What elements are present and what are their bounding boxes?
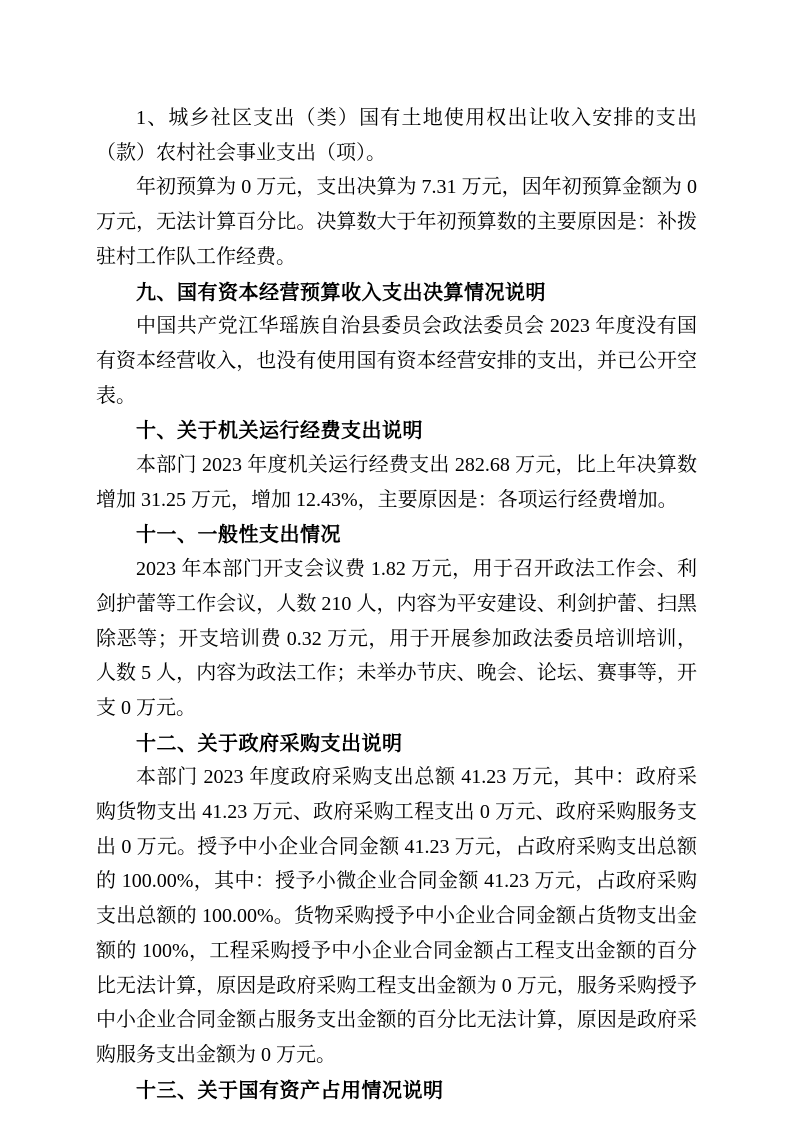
- document-body: [96, 101, 697, 1107]
- body-paragraph: 本部门 2023 年度机关运行经费支出 282.68 万元，比上年决算数增加 31.25 万元，增加 12.43%，主要原因是：各项运行经费增加。: [96, 454, 697, 511]
- body-paragraph: 中国共产党江华瑶族自治县委员会政法委员会 2023 年度没有国有资本经营收入，也没有使用国有资本经营安排的支出，并已公开空表。: [96, 315, 697, 407]
- section-heading: 九、国有资本经营预算收入支出决算情况说明: [136, 279, 546, 304]
- body-paragraph: 1、城乡社区支出（类）国有土地使用权出让收入安排的支出（款）农村社会事业支出（项）。: [96, 107, 697, 164]
- section-heading: 十、关于机关运行经费支出说明: [136, 418, 423, 443]
- section-heading: 十一、一般性支出情况: [136, 522, 341, 547]
- section-heading: 十二、关于政府采购支出说明: [136, 730, 403, 755]
- section-heading: 十三、关于国有资产占用情况说明: [136, 1077, 444, 1102]
- body-paragraph: 年初预算为 0 万元，支出决算为 7.31 万元，因年初预算金额为 0 万元，无法计算百分比。决算数大于年初预算数的主要原因是：补拨驻村工作队工作经费。: [96, 176, 697, 268]
- body-paragraph: 本部门 2023 年度政府采购支出总额 41.23 万元，其中：政府采购货物支出 41.23 万元、政府采购工程支出 0 万元、政府采购服务支出 0 万元。授予中小企业合同金额 41.23 万元，占政府采购支出总额的 100.00%，其中：授予小微企业合同金额 41.23 万元，占政府采购支出总额的 100.00%。货物采购授予中小企业合同金额占货物支出金额的 100%，工程采购授予中小企业合同金额占工程支出金额的百分比无法计算，原因是政府采购工程支出金额为 0 万元，服务采购授予中小企业合同金额占服务支出金额的百分比无法计算，原因是政府采购服务支出金额为 0 万元。: [96, 766, 697, 1066]
- body-paragraph: 2023 年本部门开支会议费 1.82 万元，用于召开政法工作会、利剑护蕾等工作会议，人数 210 人，内容为平安建设、利剑护蕾、扫黑除恶等；开支培训费 0.32 万元，用于开展参加政法委员培训培训，人数 5 人，内容为政法工作；未举办节庆、晚会、论坛、赛事等，开支 0 万元。: [96, 558, 697, 719]
